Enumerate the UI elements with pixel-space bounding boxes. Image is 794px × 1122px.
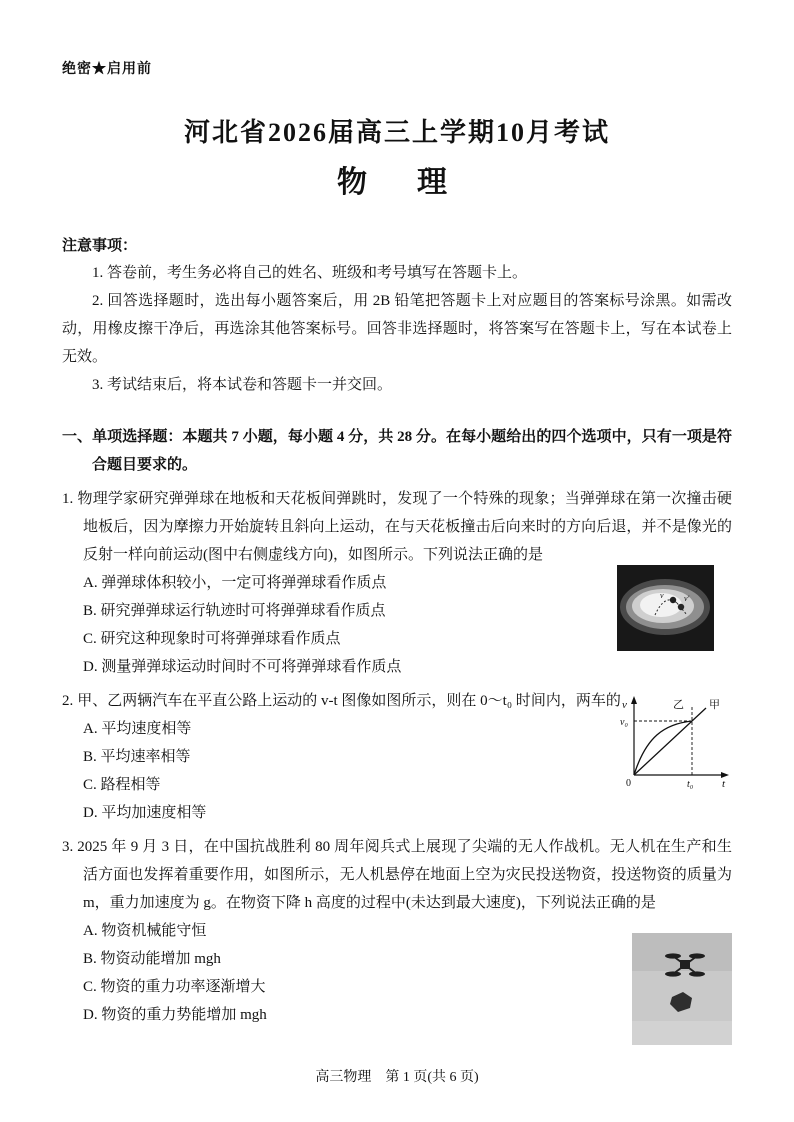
question-2: [62, 687, 732, 827]
question-3-stem: [62, 833, 732, 917]
notice-item: 3. 考试结束后，将本试卷和答题卡一并交回。: [92, 377, 393, 393]
exam-title: 河北省2026届高三上学期10月考试: [183, 118, 610, 147]
vt-graph: [620, 695, 732, 789]
question-1-stem: [62, 485, 732, 569]
question-2-option-d: D. 平均加速度相等: [83, 805, 207, 821]
question-1-option-a: A. 弹弹球体积较小，一定可将弹弹球看作质点: [83, 575, 387, 591]
question-1-number: 1.: [62, 491, 74, 507]
question-3: [62, 833, 732, 1029]
notice-item: 2. 回答选择题时，选出每小题答案后，用 2B 铅笔把答题卡上对应题目的答案标号涂黑。如需改动，用橡皮擦干净后，再选涂其他答案标号。回答非选择题时，将答案写在答题卡上，写在本试卷上无效。: [62, 293, 732, 365]
classification-label: 绝密★启用前: [62, 62, 152, 77]
graph-label-origin: 0: [626, 778, 631, 789]
drone-photo: [632, 933, 732, 1045]
question-1-option-c: C. 研究这种现象时可将弹弹球看作质点: [83, 631, 341, 647]
question-1: [62, 485, 732, 681]
question-3-number: 3.: [62, 839, 74, 855]
photo-label-v: v: [660, 591, 664, 600]
question-2-number: 2.: [62, 693, 74, 709]
question-2-option-a: A. 平均速度相等: [83, 721, 192, 737]
question-3-option-c: C. 物资的重力功率逐渐增大: [83, 979, 266, 995]
exam-subject: 物 理: [337, 166, 457, 199]
notice-heading: 注意事项：: [62, 238, 138, 254]
photo-label-v-prime: v′: [684, 594, 690, 603]
question-2-text: 甲、乙两辆汽车在平直公路上运动的 v-t 图像如图所示，则在 0～t₀ 时间内，两车的: [77, 693, 621, 709]
graph-label-curve-yi: 乙: [673, 699, 684, 711]
graph-label-t: t: [722, 778, 726, 789]
question-2-option-b: B. 平均速率相等: [83, 749, 191, 765]
question-3-option-b: B. 物资动能增加 mgh: [83, 951, 221, 967]
graph-label-line-jia: 甲: [709, 699, 720, 711]
page-footer: 高三物理 第 1 页(共 6 页): [315, 1070, 479, 1085]
section-heading: 一、单项选择题：本题共 7 小题，每小题 4 分，共 28 分。在每小题给出的四个选项中，只有一项是符合题目要求的。: [62, 429, 732, 473]
notice-section: [62, 233, 732, 399]
question-1-option-b: B. 研究弹弹球运行轨迹时可将弹弹球看作质点: [83, 603, 386, 619]
notice-item: 1. 答卷前，考生务必将自己的姓名、班级和考号填写在答题卡上。: [92, 265, 528, 281]
question-2-option-c: C. 路程相等: [83, 777, 161, 793]
question-1-text: 物理学家研究弹弹球在地板和天花板间弹跳时，发现了一个特殊的现象；当弹弹球在第一次撞击硬地板后，因为摩擦力开始旋转且斜向上运动，在与天花板撞击后向来时的方向后退，并不是像光的反射一样向前运动(图中右侧虚线方向)，如图所示。下列说法正确的是: [77, 491, 732, 563]
question-3-option-d: D. 物资的重力势能增加 mgh: [83, 1007, 267, 1023]
question-3-option-a: A. 物资机械能守恒: [83, 923, 207, 939]
question-1-option-d: D. 测量弹弹球运动时间时不可将弹弹球看作质点: [83, 659, 402, 675]
bouncing-ball-photo: [617, 565, 714, 651]
graph-label-v0: v₀: [620, 717, 628, 728]
question-3-text: 2025 年 9 月 3 日，在中国抗战胜利 80 周年阅兵式上展现了尖端的无人作战机。无人机在生产和生活方面也发挥着重要作用，如图所示，无人机悬停在地面上空为灾民投送物资，投送物资的质量为 m，重力加速度为 g。在物资下降 h 高度的过程中(未达到最大速度)，下列说法正确的是: [77, 839, 732, 911]
graph-label-t0: t₀: [687, 779, 694, 789]
graph-label-v: v: [622, 699, 627, 711]
